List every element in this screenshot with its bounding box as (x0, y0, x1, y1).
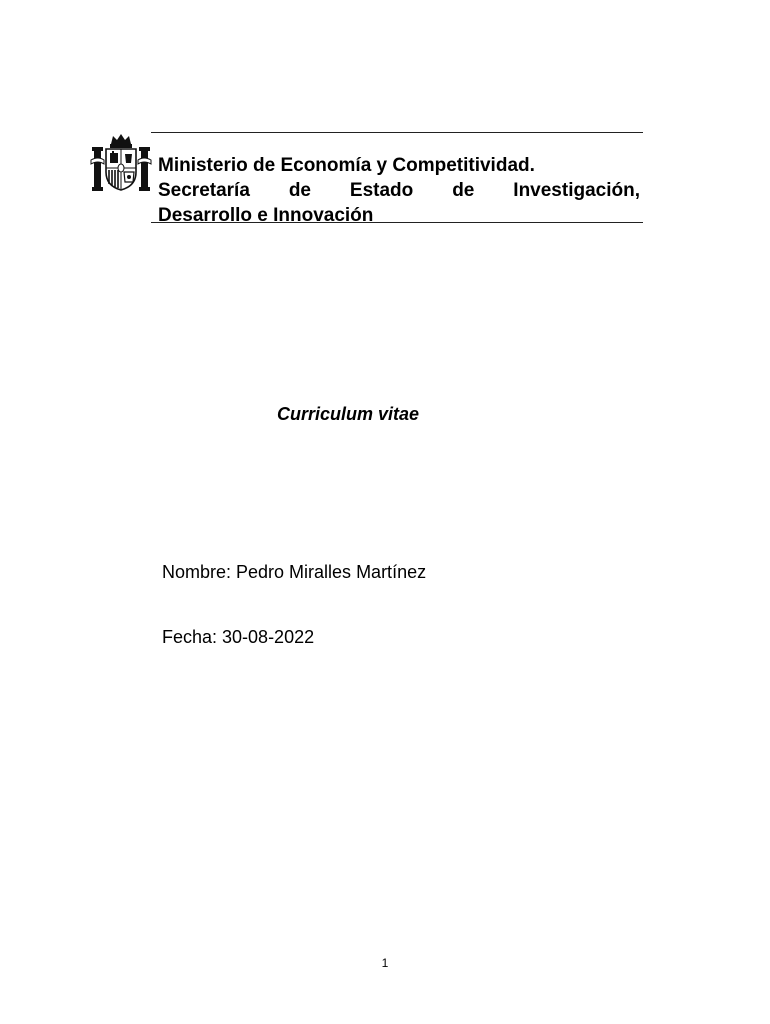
secretariat-name: Secretaría de Estado de Investigación, (158, 180, 640, 201)
header-bottom-rule (151, 222, 643, 223)
document-title: Curriculum vitae (277, 404, 420, 424)
spanish-coat-of-arms-icon (90, 132, 152, 194)
ministry-name: Ministerio de Economía y Competitividad. (158, 155, 535, 176)
secretariat-name-continued: Desarrollo e Innovación (158, 205, 374, 226)
header-top-rule (151, 132, 643, 133)
name-field: Nombre: Pedro Miralles Martínez (162, 562, 427, 582)
ministry-header (158, 153, 640, 228)
date-field: Fecha: 30-08-2022 (162, 627, 315, 647)
page-number: 1 (381, 956, 389, 970)
